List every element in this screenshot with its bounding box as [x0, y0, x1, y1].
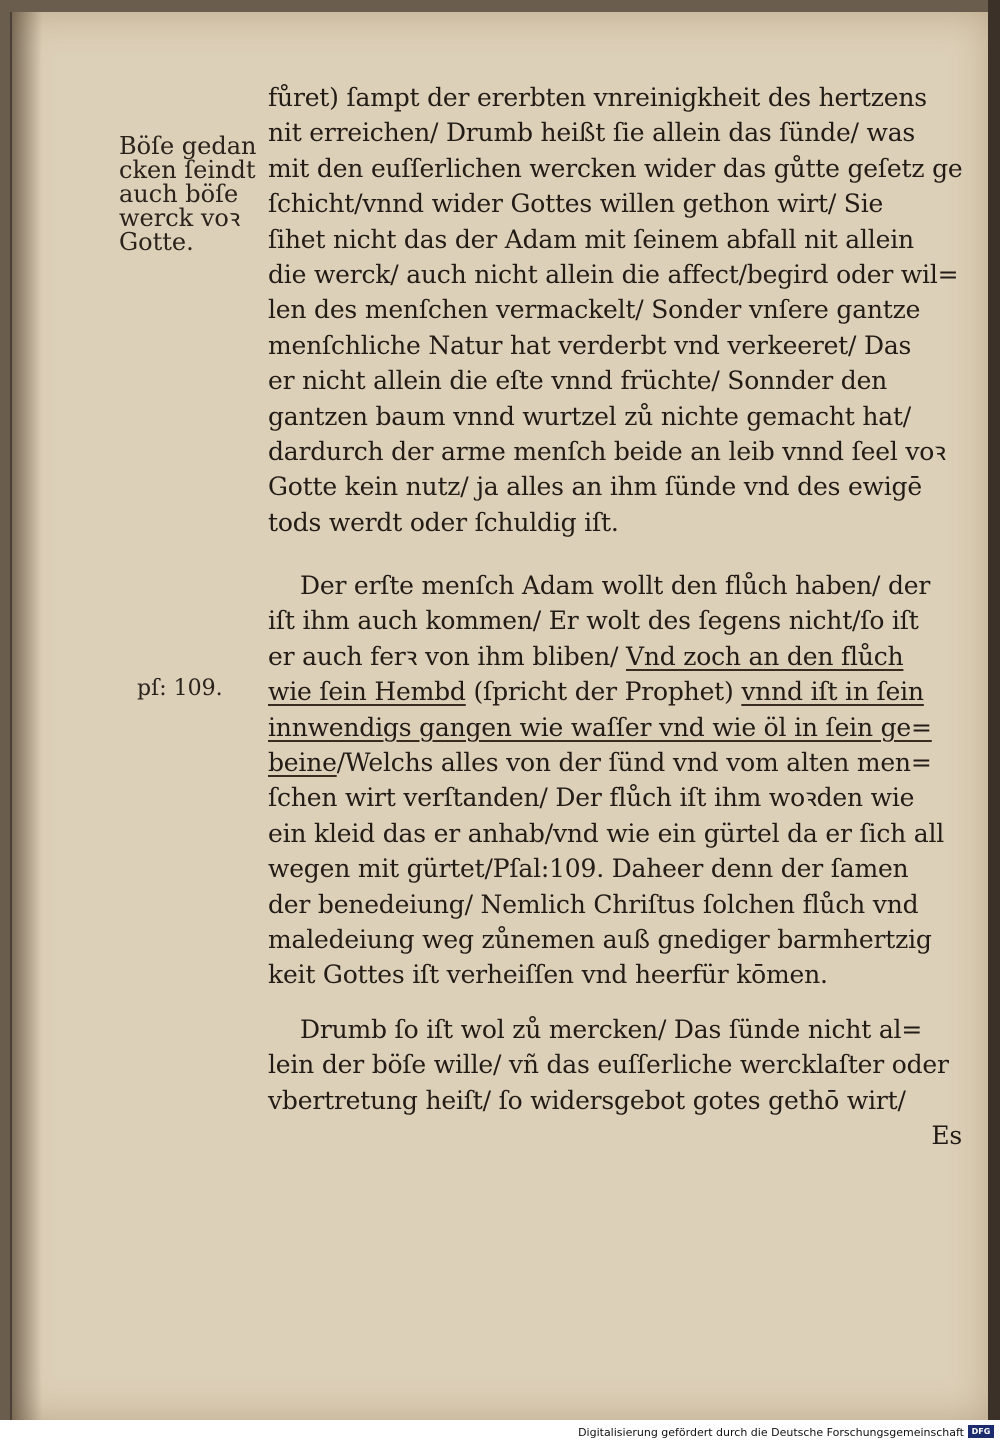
book-page	[10, 12, 990, 1420]
footer-bar	[0, 1420, 1000, 1444]
text-line: wegen mit gürtet/Pſal:109. Daheer denn der ſamen	[268, 854, 909, 884]
text-span: (ſpricht der Prophet)	[465, 677, 742, 707]
text-line: ſchen wirt verſtanden/ Der flůch iſt ihm woꝛden wie	[268, 783, 915, 813]
footer-credit: Digitalisierung gefördert durch die Deutsche Forschungsgemeinschaft	[578, 1426, 964, 1439]
text-line	[268, 674, 966, 709]
text-line: Gotte kein nutz/ ja alles an ihm ſünde vnd des ewigē	[268, 472, 922, 502]
text-line: tods werdt oder ſchuldig iſt.	[268, 507, 619, 537]
text-span: er auch ferꝛ von ihm bliben/	[268, 641, 626, 671]
text-line: nit erreichen/ Drumb heißt ſie allein das ſünde/ was	[268, 118, 916, 148]
text-line: keit Gottes iſt verheiſſen vnd heerfür kōmen.	[268, 960, 828, 990]
text-line: der benedeiung/ Nemlich Chriſtus ſolchen flůch vnd	[268, 889, 919, 919]
margin-note-line: Böſe gedan	[119, 132, 257, 160]
underlined-text: wie ſein Hembd	[268, 677, 466, 707]
text-line: ein kleid das er anhab/vnd wie ein gürtel da er ſich all	[268, 818, 945, 848]
text-span: /Welchs alles von der ſünd vnd vom alten men=	[336, 747, 932, 777]
margin-note-line: cken ſeindt	[119, 156, 256, 184]
text-line	[268, 639, 966, 674]
book-spine-edge	[988, 0, 1000, 1420]
text-line: iſt ihm auch kommen/ Er wolt des ſegens nicht/ſo iſt	[268, 606, 919, 636]
margin-note-line: auch böſe	[119, 180, 239, 208]
text-line: ſihet nicht das der Adam mit ſeinem abfall nit allein	[268, 224, 914, 254]
text-line: gantzen baum vnnd wurtzel zů nichte gemacht hat/	[268, 401, 912, 431]
dfg-logo-icon: DFG	[968, 1425, 994, 1438]
text-line: vbertretung heiſt/ ſo widersgebot gotes gethō wirt/	[268, 1085, 906, 1115]
text-line: die werck/ auch nicht allein die affect/begird oder wil=	[268, 259, 959, 289]
underlined-text: beine	[268, 747, 337, 777]
text-line: er nicht allein die eſte vnnd früchte/ Sonnder den	[268, 366, 888, 396]
paragraph-3	[268, 1012, 966, 1154]
text-line: ſchicht/vnnd wider Gottes willen gethon wirt/ Sie	[268, 189, 884, 219]
margin-note	[119, 132, 257, 256]
text-line: fůret) ſampt der ererbten vnreinigkheit des hertzens	[268, 83, 927, 112]
underlined-text: vnnd iſt in ſein	[741, 677, 924, 707]
underlined-text: Vnd zoch an den flůch	[625, 641, 904, 671]
text-line: menſchliche Natur hat verderbt vnd verkeeret/ Das	[268, 330, 912, 360]
text-line: dardurch der arme menſch beide an leib vnnd ſeel voꝛ	[268, 436, 946, 466]
text-line: len des menſchen vermackelt/ Sonder vnſere gantze	[268, 295, 921, 325]
margin-note-line: werck voꝛ	[119, 204, 241, 232]
text-line: mit den euſſerlichen wercken wider das gůtte geſetz ge	[268, 153, 963, 183]
margin-note-line: Gotte.	[119, 228, 194, 256]
paragraph-2	[268, 568, 966, 993]
underlined-text-line: innwendigs gangen wie waſſer vnd wie öl in ſein ge=	[268, 712, 932, 742]
catchword: Es	[931, 1121, 962, 1151]
text-line: Drumb ſo iſt wol zů mercken/ Das ſünde nicht al=	[300, 1015, 923, 1044]
text-line: maledeiung weg zůnemen auß gnediger barmhertzig	[268, 924, 932, 954]
text-line: lein der böſe wille/ vñ das euſſerliche wercklaſter oder	[268, 1050, 949, 1080]
psalm-margin-note: pſ: 109.	[137, 676, 223, 701]
text-line: Der erſte menſch Adam wollt den flůch haben/ der	[300, 571, 931, 600]
paragraph-1	[268, 80, 966, 540]
text-line	[268, 745, 966, 780]
